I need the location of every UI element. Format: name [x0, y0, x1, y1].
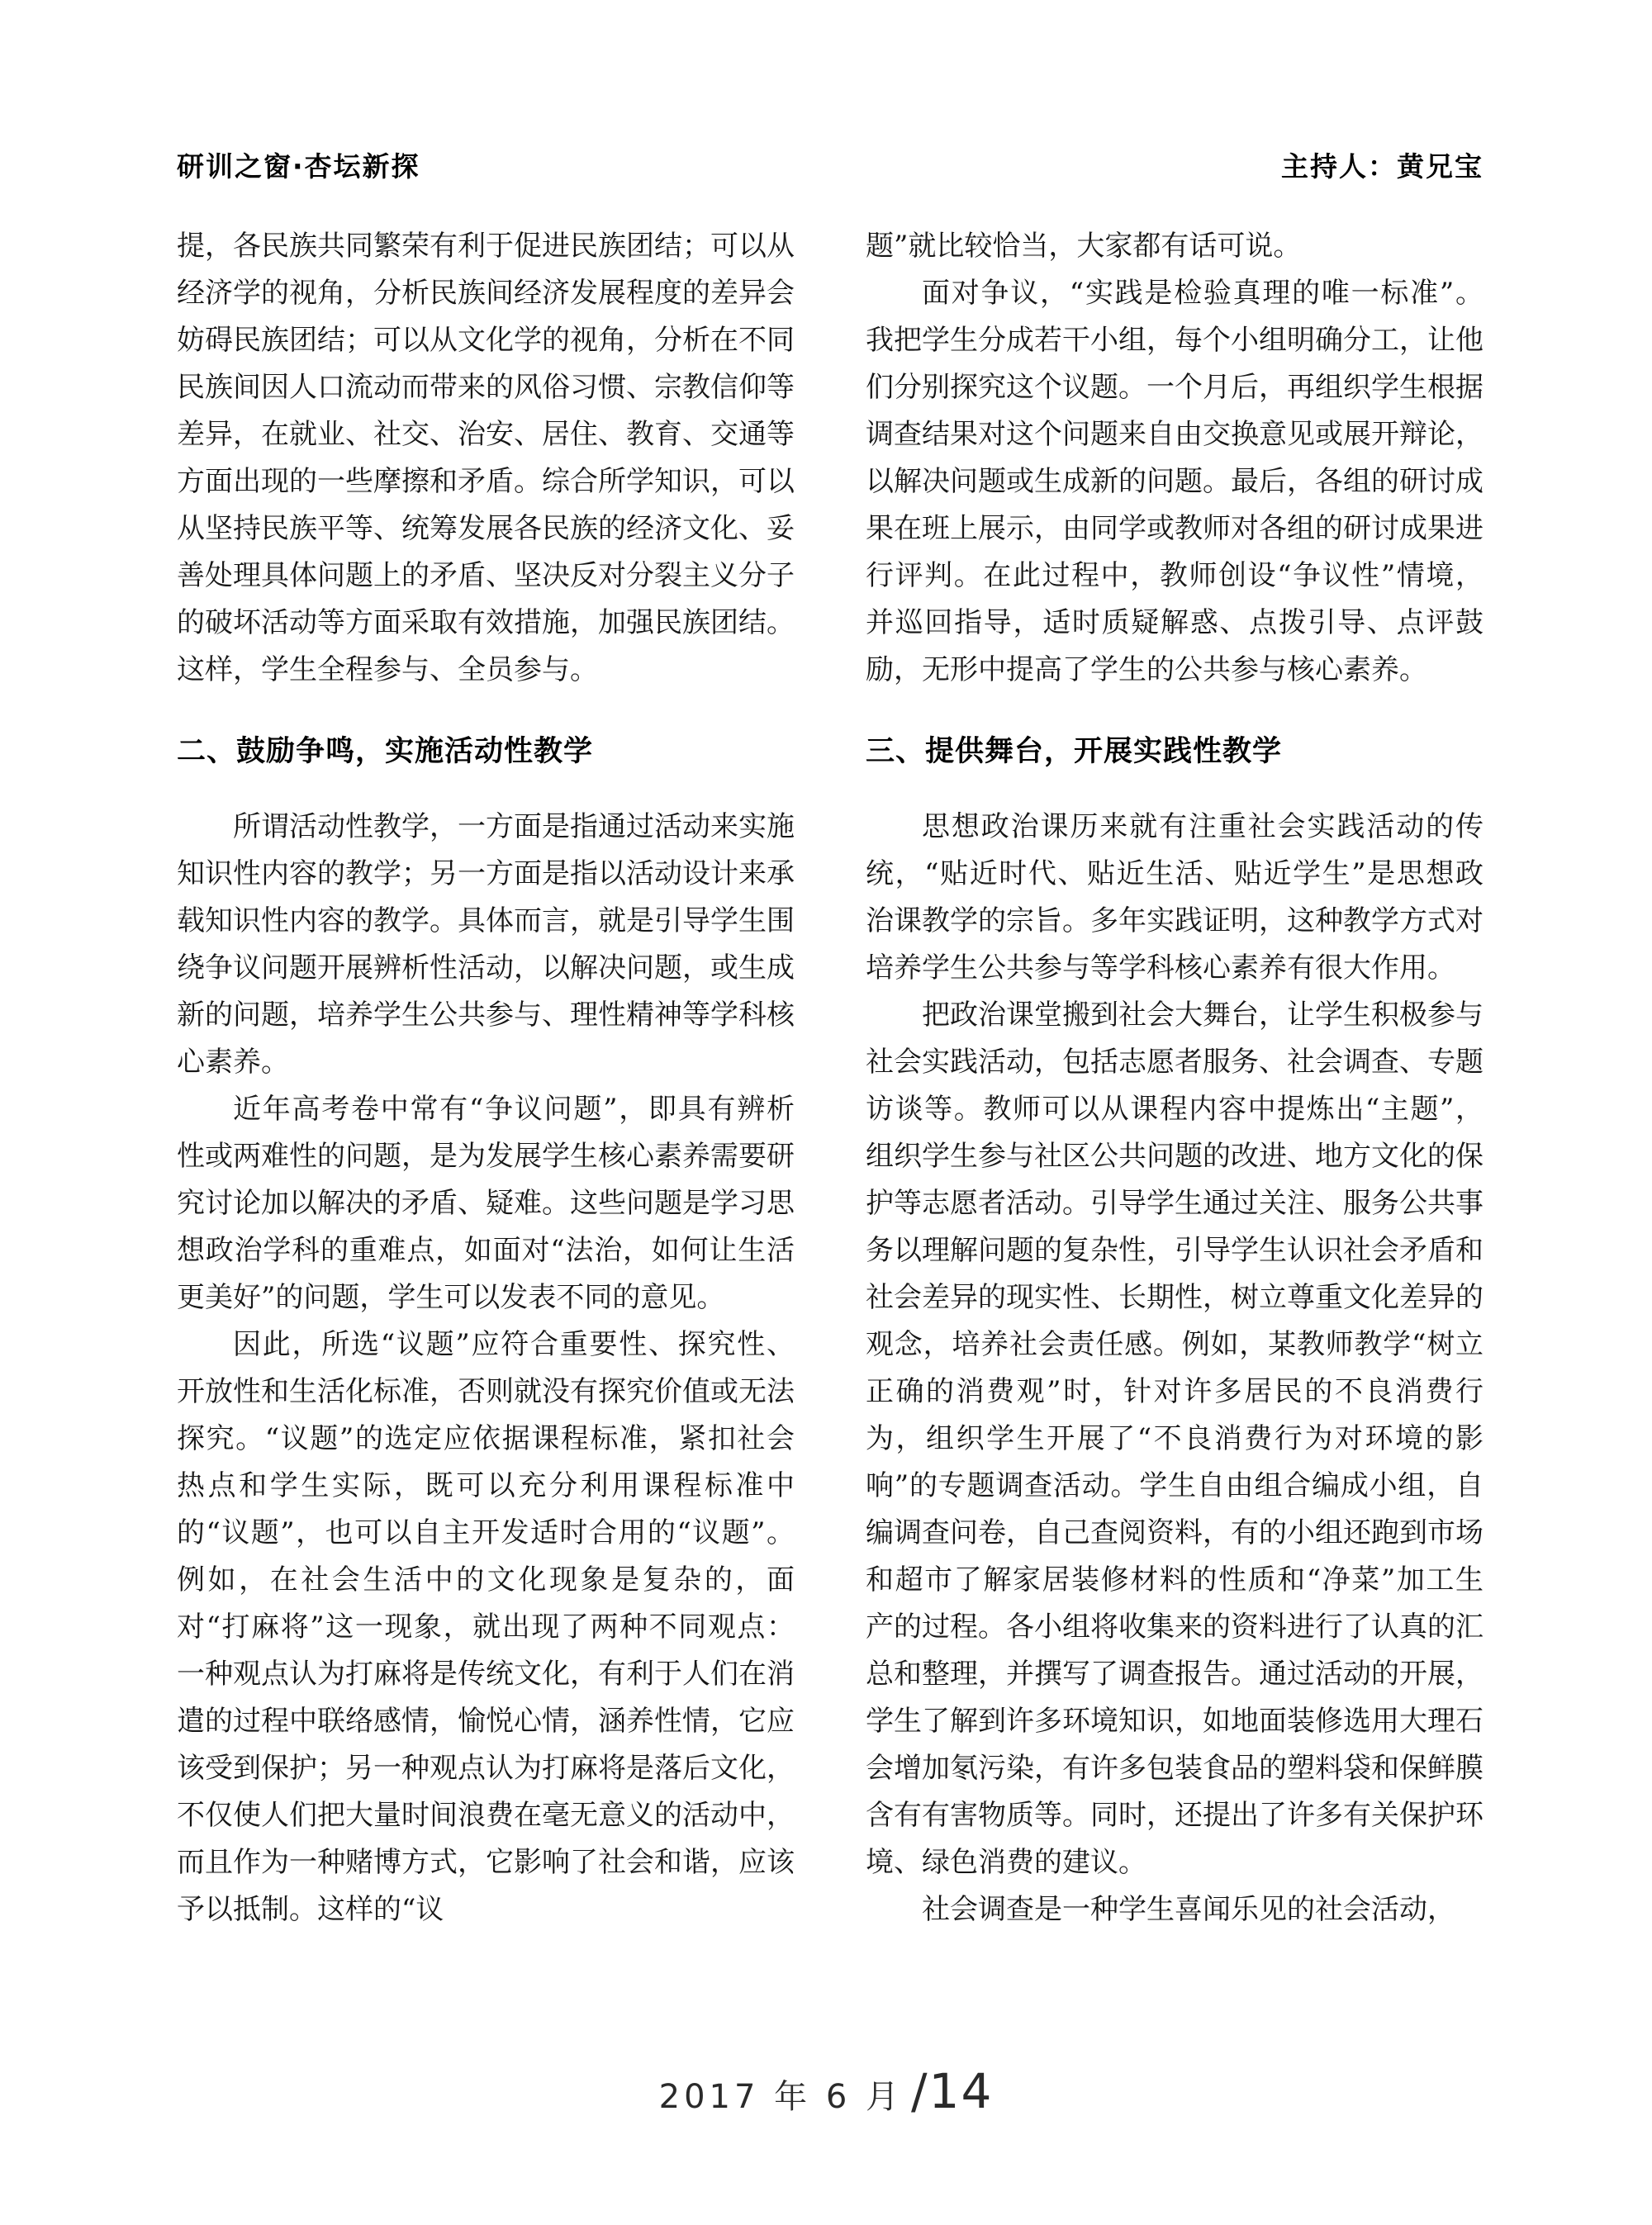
- left-column: [177, 223, 795, 1933]
- paragraph: 题”就比较恰当，大家都有话可说。: [866, 230, 1302, 263]
- paragraph: 把政治课堂搬到社会大舞台，让学生积极参与社会实践活动，包括志愿者服务、社会调查、专题访谈等。教师可以从课程内容中提炼出“主题”，组织学生参与社区公共问题的改进、地方文化的保护等志愿者活动。引导学生通过关注、服务公共事务以理解问题的复杂性，引导学生认识社会矛盾和社会差异的现实性、长期性，树立尊重文化差异的观念，培养社会责任感。例如，某教师教学“树立正确的消费观”时，针对许多居民的不良消费行为，组织学生开展了“不良消费行为对环境的影响”的专题调查活动。学生自由组合编成小组，自编调查问卷，自己查阅资料，有的小组还跑到市场和超市了解家居装修材料的性质和“净菜”加工生产的过程。各小组将收集来的资料进行了认真的汇总和整理，并撰写了调查报告。通过活动的开展，学生了解到许多环境知识，如地面装修选用大理石会增加氡污染，有许多包装食品的塑料袋和保鲜膜含有有害物质等。同时，还提出了许多有关保护环境、绿色消费的建议。: [866, 999, 1483, 1879]
- page-footer: [0, 2063, 1652, 2119]
- page-header: [177, 145, 1483, 184]
- paragraph: 面对争议，“实践是检验真理的唯一标准”。我把学生分成若干小组，每个小组明确分工，让他们分别探究这个议题。一个月后，再组织学生根据调查结果对这个问题来自由交换意见或展开辩论，以解决问题或生成新的问题。最后，各组的研讨成果在班上展示，由同学或教师对各组的研讨成果进行评判。在此过程中，教师创设“争议性”情境，并巡回指导，适时质疑解惑、点拨引导、点评鼓励，无形中提高了学生的公共参与核心素养。: [866, 277, 1483, 686]
- paragraph: 社会调查是一种学生喜闻乐见的社会活动，: [922, 1893, 1455, 1926]
- paragraph: 近年高考卷中常有“争议问题”，即具有辨析性或两难性的问题，是为发展学生核心素养需要研究讨论加以解决的矛盾、疑难。这些问题是学习思想政治学科的重难点，如面对“法治，如何让生活更美好”的问题，学生可以发表不同的意见。: [177, 1093, 795, 1314]
- paragraph: 所谓活动性教学，一方面是指通过活动来实施知识性内容的教学；另一方面是指以活动设计来承载知识性内容的教学。具体而言，就是引导学生围绕争议问题开展辨析性活动，以解决问题，或生成新的问题，培养学生公共参与、理性精神等学科核心素养。: [177, 810, 795, 1079]
- host-name: 主持人：黄兄宝: [1281, 150, 1483, 183]
- section-heading: 二、鼓励争鸣，实施活动性教学: [177, 735, 594, 768]
- paragraph: 思想政治课历来就有注重社会实践活动的传统，“贴近时代、贴近生活、贴近学生”是思想政治课教学的宗旨。多年实践证明，这种教学方式对培养学生公共参与等学科核心素养有很大作用。: [866, 810, 1483, 984]
- footer-date: 2017 年 6 月: [658, 2078, 904, 2116]
- footer-page-number: /14: [911, 2063, 994, 2119]
- paragraph: 因此，所选“议题”应符合重要性、探究性、开放性和生活化标准，否则就没有探究价值或无法探究。“议题”的选定应依据课程标准，紧扣社会热点和学生实际，既可以充分利用课程标准中的“议题”，也可以自主开发适时合用的“议题”。例如，在社会生活中的文化现象是复杂的，面对“打麻将”这一现象，就出现了两种不同观点：一种观点认为打麻将是传统文化，有利于人们在消遣的过程中联络感情，愉悦心情，涵养性情，它应该受到保护；另一种观点认为打麻将是落后文化，不仅使人们把大量时间浪费在毫无意义的活动中，而且作为一种赌博方式，它影响了社会和谐，应该予以抵制。这样的“议: [177, 1328, 795, 1926]
- paragraph: 提，各民族共同繁荣有利于促进民族团结；可以从经济学的视角，分析民族间经济发展程度的差异会妨碍民族团结；可以从文化学的视角，分析在不同民族间因人口流动而带来的风俗习惯、宗教信仰等差异，在就业、社交、治安、居住、教育、交通等方面出现的一些摩擦和矛盾。综合所学知识，可以从坚持民族平等、统筹发展各民族的经济文化、妥善处理具体问题上的矛盾、坚决反对分裂主义分子的破坏活动等方面采取有效措施，加强民族团结。这样，学生全程参与、全员参与。: [177, 230, 795, 686]
- right-column: [866, 223, 1483, 1933]
- section-heading: 三、提供舞台，开展实践性教学: [866, 735, 1283, 768]
- journal-section-title: 研训之窗·杏坛新探: [177, 150, 420, 183]
